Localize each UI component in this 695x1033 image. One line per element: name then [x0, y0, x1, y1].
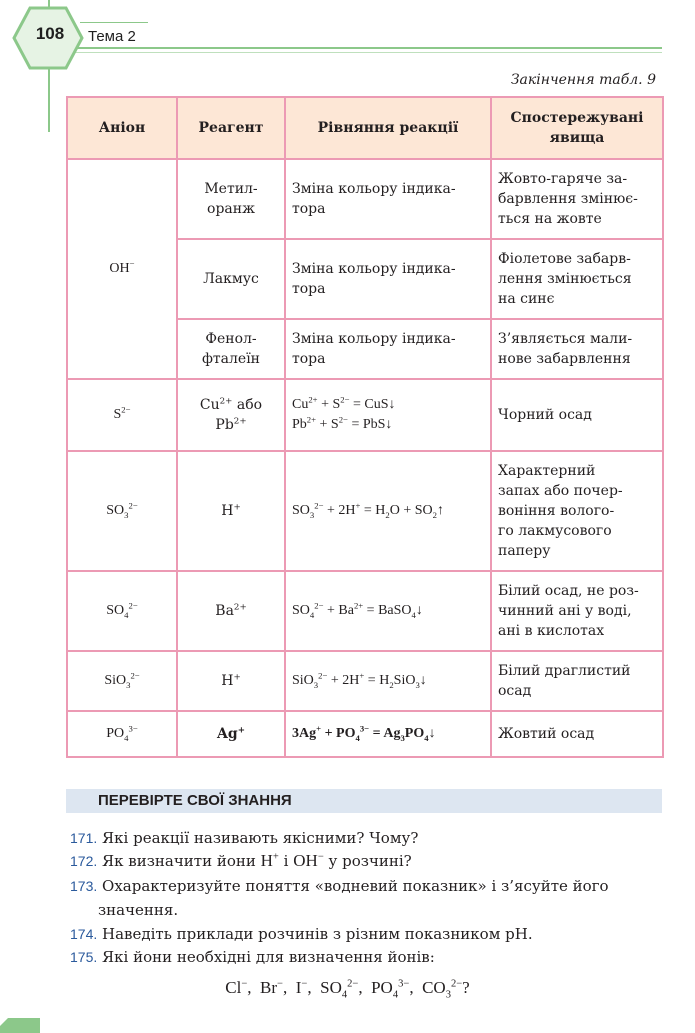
- table-row: [67, 451, 663, 571]
- observation-cell: Жовто-гаряче за- барвлення змінює- ться на жовте: [491, 159, 663, 239]
- equation-cell: $SiO_3^{2-} + 2H^+ = H_2SiO_3↓$: [285, 651, 491, 711]
- table-row: [67, 651, 663, 711]
- header-rule-thin: [70, 52, 662, 53]
- observation-cell: Білий осад, не роз- чинний ані у воді, ані в кислотах: [491, 571, 663, 651]
- observation-cell: Характерний запах або почер- воніння волого- го лакмусового паперу: [491, 451, 663, 571]
- question-175: 175. Які йони необхідні для визначення йонів:: [70, 948, 435, 966]
- reagent-cell: Фенол- фталеїн: [177, 319, 285, 379]
- anion-so3: $SO_3^{2-}$: [67, 451, 177, 571]
- table-row: [67, 159, 663, 239]
- table-row: [67, 379, 663, 451]
- anion-so4: $SO_4^{2-}$: [67, 571, 177, 651]
- reagent-cell: Лакмус: [177, 239, 285, 319]
- reagent-cell: Ag+: [177, 711, 285, 757]
- question-173: 173. Охарактеризуйте поняття «водневий показник» і з’ясуйте його: [70, 877, 609, 895]
- observation-cell: Фіолетове забарв- лення змінюється на синє: [491, 239, 663, 319]
- table-row: [67, 571, 663, 651]
- table-header-row: [67, 97, 663, 159]
- table-row: [67, 711, 663, 757]
- check-knowledge-title: ПЕРЕВІРТЕ СВОЇ ЗНАННЯ: [98, 792, 292, 809]
- reagent-cell: $Cu^{2+}$ або $Pb^{2+}$: [177, 379, 285, 451]
- observation-cell: Жовтий осад: [491, 711, 663, 757]
- reactions-table: [66, 96, 664, 758]
- header-rule: [70, 47, 662, 49]
- observation-cell: З’являється мали- нове забарвлення: [491, 319, 663, 379]
- question-172: 172. Як визначити йони H+ і OH− у розчині?: [70, 851, 412, 870]
- equation-cell: Зміна кольору індика- тора: [285, 319, 491, 379]
- reagent-cell: H+: [177, 651, 285, 711]
- anion-s: $S^{2-}$: [67, 379, 177, 451]
- equation-cell: $SO_4^{2-} + Ba^{2+}$ = BaSO$_4$↓: [285, 571, 491, 651]
- observation-cell: Чорний осад: [491, 379, 663, 451]
- header-equation: Рівняння реакції: [285, 97, 491, 159]
- reagent-cell: Метил- оранж: [177, 159, 285, 239]
- equation-cell: $Cu^{2+} + S^{2-}$ = CuS↓ $Pb^{2+} + S^{2-}$ = PbS↓: [285, 379, 491, 451]
- header-anion: Аніон: [67, 97, 177, 159]
- page-number: 108: [35, 24, 65, 43]
- corner-decoration-icon: [0, 1018, 40, 1033]
- ion-list: Cl−, Br−, I−, $SO_4^{2-}$, $PO_4^{3-}$, $CO_3^{2-}$?: [225, 978, 470, 1001]
- observation-cell: Білий драглистий осад: [491, 651, 663, 711]
- reagent-cell: H+: [177, 451, 285, 571]
- table-caption: Закінчення табл. 9: [510, 72, 656, 88]
- equation-cell: Зміна кольору індика- тора: [285, 159, 491, 239]
- equation-cell: Зміна кольору індика- тора: [285, 239, 491, 319]
- header-rule-short: [80, 22, 148, 23]
- topic-label: Тема 2: [88, 28, 136, 45]
- question-173-cont: значення.: [98, 901, 179, 919]
- anion-sio3: SiO$_3^{2-}$: [67, 651, 177, 711]
- question-171: 171. Які реакції називають якісними? Чому?: [70, 829, 419, 847]
- anion-oh: OH−: [67, 159, 177, 379]
- header-reagent: Реагент: [177, 97, 285, 159]
- equation-cell: $SO_3^{2-} + 2H^+ = H_2O$ + $SO_2↑$: [285, 451, 491, 571]
- question-174: 174. Наведіть приклади розчинів з різним показником pH.: [70, 925, 533, 943]
- equation-cell: $3Ag^+ + PO_4^{3-}$ = $Ag_3PO_4↓$: [285, 711, 491, 757]
- reagent-cell: $Ba^{2+}$: [177, 571, 285, 651]
- header-observations: Спостережувані явища: [491, 97, 663, 159]
- anion-po4: $PO_4^{3-}$: [67, 711, 177, 757]
